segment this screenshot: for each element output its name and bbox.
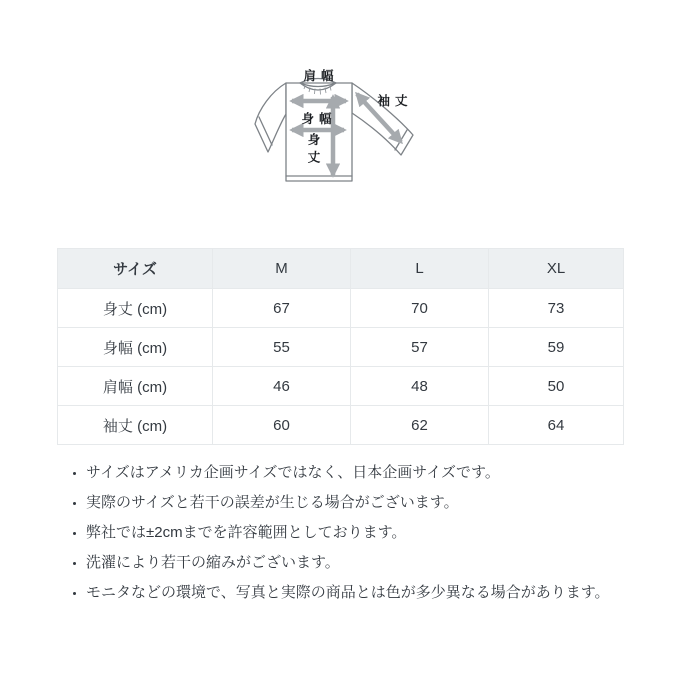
body-length-label: 身丈 xyxy=(306,133,320,168)
size-value-cell: 57 xyxy=(351,328,489,367)
size-value-cell: 64 xyxy=(489,406,624,445)
garment-measurement-diagram xyxy=(253,63,463,203)
size-value-cell: 70 xyxy=(351,289,489,328)
shirt-diagram-svg xyxy=(253,63,458,198)
header-cell-m: M xyxy=(213,249,351,289)
shoulder-width-label: 肩幅 xyxy=(303,69,339,83)
size-value-cell: 67 xyxy=(213,289,351,328)
header-cell-l: L xyxy=(351,249,489,289)
sleeve-length-label: 袖丈 xyxy=(377,94,413,108)
note-item: • モニタなどの環境で、写真と実際の商品とは色が多少異なる場合があります。 xyxy=(86,578,680,608)
size-value-cell: 48 xyxy=(351,367,489,406)
header-cell-size: サイズ xyxy=(58,249,213,289)
table-header-row xyxy=(58,249,624,289)
size-value-cell: 55 xyxy=(213,328,351,367)
notes-list xyxy=(60,458,680,608)
table-row xyxy=(58,328,624,367)
note-item: • 洗濯により若干の縮みがございます。 xyxy=(86,548,680,578)
size-table xyxy=(57,248,624,445)
size-value-cell: 59 xyxy=(489,328,624,367)
size-value-cell: 73 xyxy=(489,289,624,328)
size-value-cell: 62 xyxy=(351,406,489,445)
header-cell-xl: XL xyxy=(489,249,624,289)
row-label-shoulder-width: 肩幅 (cm) xyxy=(58,367,213,406)
table-row xyxy=(58,367,624,406)
size-value-cell: 60 xyxy=(213,406,351,445)
note-item: • 弊社では±2cmまでを許容範囲としております。 xyxy=(86,518,680,548)
table-row xyxy=(58,289,624,328)
note-item: • サイズはアメリカ企画サイズではなく、日本企画サイズです。 xyxy=(86,458,680,488)
size-value-cell: 50 xyxy=(489,367,624,406)
row-label-body-length: 身丈 (cm) xyxy=(58,289,213,328)
size-value-cell: 46 xyxy=(213,367,351,406)
note-item: • 実際のサイズと若干の誤差が生じる場合がございます。 xyxy=(86,488,680,518)
table-row xyxy=(58,406,624,445)
body-width-label: 身幅 xyxy=(301,112,337,126)
row-label-sleeve-length: 袖丈 (cm) xyxy=(58,406,213,445)
row-label-body-width: 身幅 (cm) xyxy=(58,328,213,367)
